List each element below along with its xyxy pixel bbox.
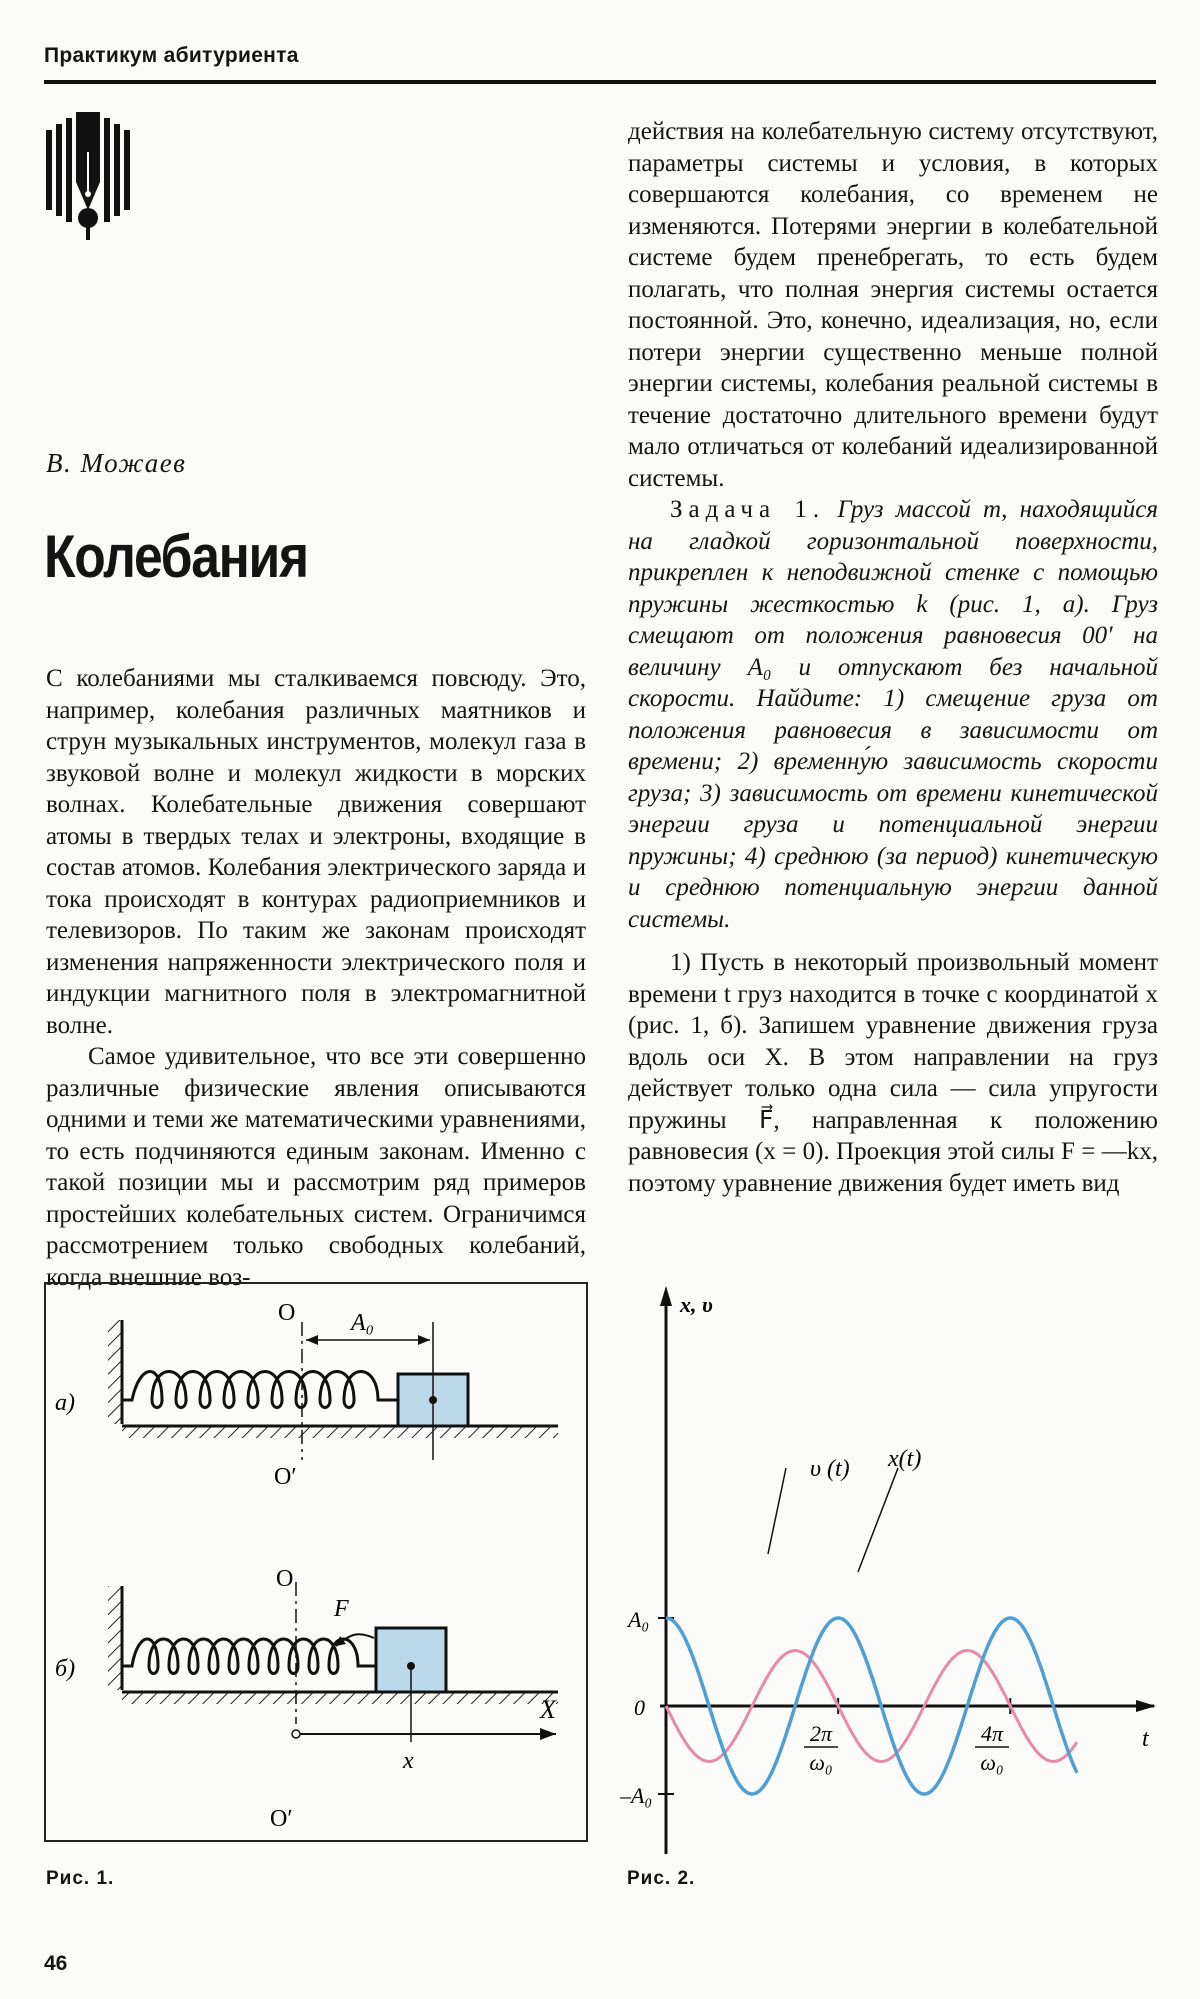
figure1-caption: Рис. 1. xyxy=(46,1868,115,1889)
figure2-chart xyxy=(620,1282,1160,1862)
tick-4pi xyxy=(975,1721,1009,1775)
task-paragraph xyxy=(628,494,1158,935)
figure1-panel-a xyxy=(55,1300,558,1490)
tick-2pi-den: ω₀ xyxy=(809,1750,833,1775)
legend-v: υ (t) xyxy=(810,1456,850,1482)
paragraph: 1) Пусть в некоторый произвольный момент времени t груз находится в точке с координатой x (рис. 1, б). Запишем уравнение движения груза вдоль оси X. В этом направлении на груз действует только одна сила — сила упругости пружины F⃗, направленная к положению равновесия (x = 0). Проекция этой силы F = —kx, поэтому уравнение движения будет иметь вид xyxy=(628,949,1158,1197)
left-column xyxy=(46,663,586,1293)
axis-label: X xyxy=(540,1695,556,1724)
paragraph: С колебаниями мы сталкиваемся повсюду. Это, например, колебания различных маятников и струн музыкальных инструментов, молекул газа в звуковой волне и молекул жидкости в морских волнах. Колебательные движения совершают атомы в твердых телах и электроны, входящие в состав атомов. Колебания электрического заряда и тока происходят в контурах радиоприемников и телевизоров. По таким же законам происходят изменения напряженности электрического поля и индукции магнитного поля в электромагнитной волне. xyxy=(46,665,586,1039)
figure2-caption: Рис. 2. xyxy=(627,1868,696,1889)
article-author: В. Можаев xyxy=(46,448,187,478)
tick-2pi xyxy=(804,1721,838,1775)
section-label: Практикум абитуриента xyxy=(44,44,299,67)
origin-label: O xyxy=(278,1300,296,1326)
legend-x: x(t) xyxy=(888,1446,922,1472)
tick-negA0: –A₀ xyxy=(620,1783,653,1808)
figure1 xyxy=(44,1282,588,1842)
amplitude-label: A₀ xyxy=(351,1310,375,1336)
tick-zero: 0 xyxy=(634,1695,645,1720)
t-axis-label: t xyxy=(1142,1726,1149,1752)
force-label: F⃗ xyxy=(334,1596,368,1622)
tick-4pi-num: 4π xyxy=(980,1721,1004,1746)
tick-4pi-den: ω₀ xyxy=(980,1750,1004,1775)
article-title: Колебания xyxy=(44,523,308,590)
pen-nib-icon xyxy=(46,112,150,242)
task-text: Груз массой m, находящийся на гладкой горизонтальной поверхности, прикреплен к неподвижной стенке с помощью пружины жесткостью k (рис. 1, а). Груз смещают от положения равновесия 00′ на величину A₀ и отпускают без начальной скорости. Найдите: 1) смещение груза от положения равновесия в зависимости от времени; 2) временну́ю зависимость скорости груза; 3) зависимость от времени кинетической энергии груза и потенциальной энергии пружины; 4) среднюю (за период) кинетическую и среднюю потенциальную энергии данной системы. xyxy=(628,496,1159,933)
tick-A0: A₀ xyxy=(628,1607,650,1632)
label-b: б) xyxy=(55,1656,76,1682)
spring xyxy=(122,1372,398,1408)
paragraph: действия на колебательную систему отсутствуют, параметры системы и условия, в которых совершаются колебания, со временем не изменяются. Потерями энергии в колебательной системе будем пренебрегать, то есть будем полагать, что полная энергия системы остается постоянной. Это, конечно, идеализация, но, если потери энергии существенно меньше полной энергии системы, колебания реальной системы в течение достаточно длительного времени будут мало отличаться от колебаний идеализированной системы. xyxy=(628,118,1158,492)
origin-prime-label: O′ xyxy=(274,1464,297,1490)
figure1-panel-b xyxy=(55,1566,558,1832)
paragraph: Самое удивительное, что все эти совершенно различные физические явления описываются одними и теми же математическими уравнениями, то есть подчиняются единым законам. Именно с такой позиции мы и рассмотрим ряд примеров простейших колебательных систем. Ограничимся рассмотрением только свободных колебаний, когда внешние воз- xyxy=(46,1043,586,1291)
tick-2pi-num: 2π xyxy=(809,1721,833,1746)
task-label: Задача 1. xyxy=(670,496,826,523)
origin-prime-label: O′ xyxy=(270,1806,293,1832)
header-rule xyxy=(44,80,1156,84)
coord-label: x xyxy=(403,1748,414,1774)
page-number: 46 xyxy=(44,1952,68,1975)
label-a: а) xyxy=(55,1390,75,1416)
right-column xyxy=(628,116,1158,1199)
y-axis-label: x, υ xyxy=(680,1292,713,1317)
origin-label: O xyxy=(276,1566,294,1592)
